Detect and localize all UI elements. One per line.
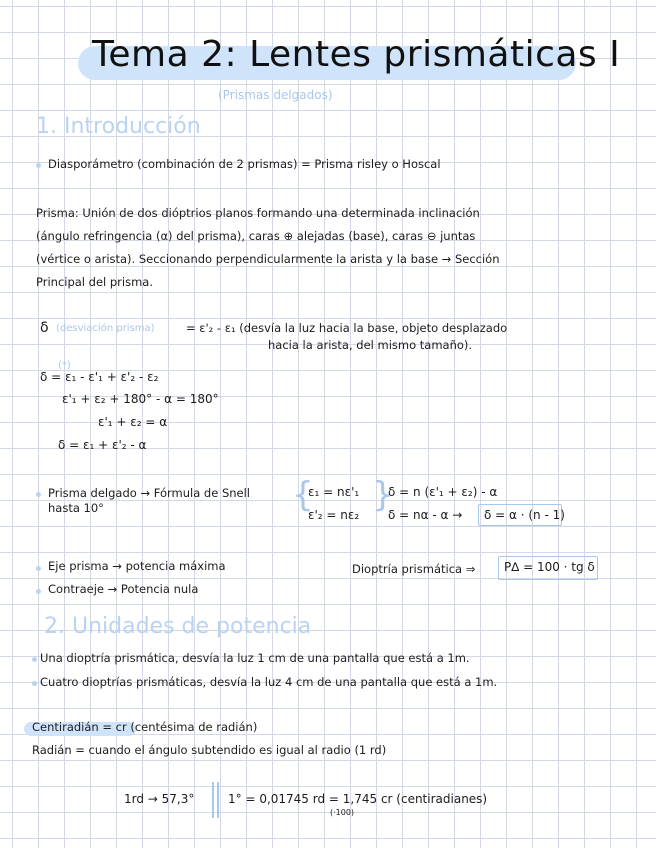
thin-prism-limit: hasta 10° xyxy=(48,501,104,515)
delta-definition-cont: hacia la arista, del mismo tamaño). xyxy=(268,338,473,352)
equation-4: δ = ε₁ + ε'₂ - α xyxy=(58,438,147,452)
left-brace: { xyxy=(292,475,314,515)
section-heading-intro: 1. Introducción xyxy=(36,114,201,139)
right-brace: } xyxy=(372,475,394,515)
units-bullet-2: Cuatro dioptrías prismáticas, desvía la luz 4 cm de una pantalla que está a 1m. xyxy=(40,675,498,689)
radian-definition: Radián = cuando el ángulo subtendido es igual al radio (1 rd) xyxy=(32,743,387,757)
delta-definition: = ε'₂ - ε₁ (desvía la luz hacia la base, objeto desplazado xyxy=(186,321,508,335)
bullet-dot xyxy=(36,492,41,497)
conversion-rd-degrees: 1rd → 57,3° xyxy=(124,792,195,806)
conversion-degree-cr: 1° = 0,01745 rd = 1,745 cr (centiradianes) xyxy=(228,792,488,806)
conversion-multiplier-note: (·100) xyxy=(330,808,355,817)
bullet-dot xyxy=(32,681,37,686)
snell-equation-1: ε₁ = nε'₁ xyxy=(308,485,360,499)
page-title: Tema 2: Lentes prismáticas I xyxy=(92,34,621,75)
divider-bar xyxy=(217,782,219,818)
units-bullet-1: Una dioptría prismática, desvía la luz 1 cm de una pantalla que está a 1m. xyxy=(40,651,470,665)
equation-3: ε'₁ + ε₂ = α xyxy=(98,415,168,429)
intro-bullet-diasporametro: Diasporámetro (combinación de 2 prismas) = Prisma risley o Hoscal xyxy=(48,157,441,171)
centiradian-definition: Centiradián = cr (centésima de radián) xyxy=(32,720,258,734)
divider-bar xyxy=(212,782,214,818)
bullet-dot xyxy=(36,163,41,168)
bullet-dot xyxy=(36,589,41,594)
delta-note: (desviación prisma) xyxy=(56,323,155,334)
delta-symbol: δ xyxy=(40,320,49,336)
dioptria-formula: P∆ = 100 · tg δ xyxy=(504,560,595,574)
contraeje: Contraeje → Potencia nula xyxy=(48,582,199,596)
bullet-dot xyxy=(36,566,41,571)
dioptria-label: Dioptría prismática ⇒ xyxy=(352,562,476,576)
result-boxed-formula: δ = α · (n - 1) xyxy=(484,508,565,522)
equation-2: ε'₁ + ε₂ + 180° - α = 180° xyxy=(62,392,219,406)
prisma-paragraph-line2: (ángulo refringencia (α) del prisma), caras ⊕ alejadas (base), caras ⊖ juntas xyxy=(36,229,476,243)
bullet-dot xyxy=(32,657,37,662)
prisma-paragraph-line3: (vértice o arista). Seccionando perpendicularmente la arista y la base → Sección xyxy=(36,252,500,266)
equation-mark: (*) xyxy=(58,360,71,371)
thin-prism-label: Prisma delgado → Fórmula de Snell xyxy=(48,486,250,500)
snell-equation-2: ε'₂ = nε₂ xyxy=(308,508,360,522)
prisma-paragraph-line1: Prisma: Unión de dos dióptrios planos formando una determinada inclinación xyxy=(36,206,480,220)
eje-prisma: Eje prisma → potencia máxima xyxy=(48,559,226,573)
page-subtitle: (Prismas delgados) xyxy=(218,88,333,102)
equation-1: δ = ε₁ - ε'₁ + ε'₂ - ε₂ xyxy=(40,370,159,384)
result-equation-2: δ = nα - α → xyxy=(388,508,463,522)
prisma-paragraph-line4: Principal del prisma. xyxy=(36,275,154,289)
section-heading-units: 2. Unidades de potencia xyxy=(44,614,312,639)
result-equation-1: δ = n (ε'₁ + ε₂) - α xyxy=(388,485,498,499)
